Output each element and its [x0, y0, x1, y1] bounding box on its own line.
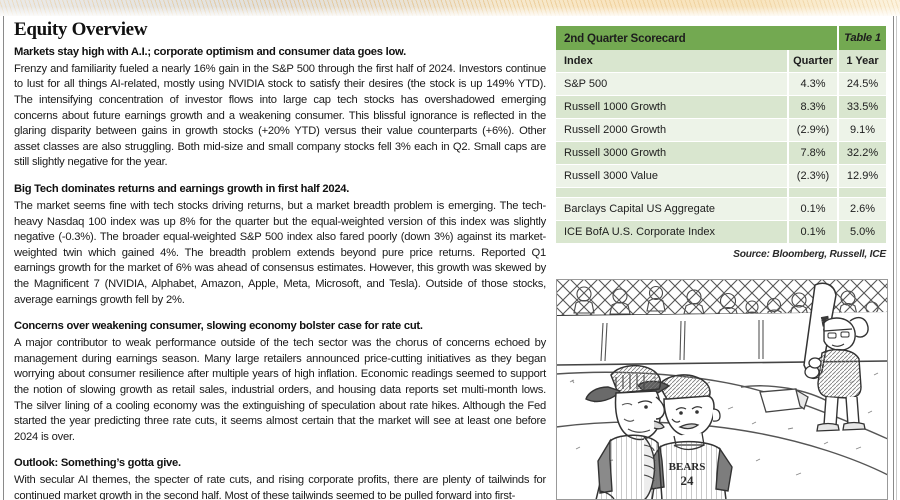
cell-quarter: 7.8%: [788, 142, 838, 165]
cell-index: Russell 3000 Growth: [556, 142, 788, 165]
section-heading: Big Tech dominates returns and earnings growth in first half 2024.: [14, 183, 350, 196]
table-row: [556, 119, 886, 142]
cell-one-year: 5.0%: [838, 221, 886, 244]
section-consumer-concerns: [14, 319, 546, 445]
section-heading: Markets stay high with A.I.; corporate optimism and consumer data goes low.: [14, 45, 406, 58]
cell-quarter: 0.1%: [788, 198, 838, 221]
table-row: [556, 165, 886, 188]
section-outlook: [14, 456, 546, 500]
cell-quarter: (2.9%): [788, 119, 838, 142]
column-header-index: Index: [556, 50, 788, 73]
page-border-right: [893, 16, 894, 500]
section-heading: Outlook: Something’s gotta give.: [14, 457, 181, 470]
table-source-note: Source: Bloomberg, Russell, ICE: [733, 249, 886, 260]
table-row: [556, 142, 886, 165]
cartoon-svg: [556, 279, 888, 500]
table-title-row: [556, 26, 886, 50]
section-body: The market seems fine with tech stocks driving returns, but a market breadth problem is emerging. The tech-heavy Nasdaq 100 index was up 8% for the quarter but the equal-weighted version of this index was slightly negative (-0.3%). The broader equal-weighted S&P 500 index also fared poorly (down 3%) against its market-weighted twin which gained 4%. The breadth problem extends beyond pure price returns. Reported Q1 earnings growth for the market of 6% was ahead of consensus estimates. However, this growth was skewed by the Magnificent 7 (NVIDIA, Alphabet, Amazon, Apple, Meta, Microsoft, and Tesla). Outside of those stocks, average earnings growth fell by 2%.: [14, 200, 546, 306]
cell-quarter: 4.3%: [788, 73, 838, 96]
page-title: Equity Overview: [14, 19, 148, 40]
cell-one-year: 9.1%: [838, 119, 886, 142]
cell-index: Barclays Capital US Aggregate: [556, 198, 788, 221]
cell-index: Russell 1000 Growth: [556, 96, 788, 119]
cell-index: S&P 500: [556, 73, 788, 96]
table-spacer-row: [556, 188, 886, 198]
section-heading: Concerns over weakening consumer, slowing economy bolster case for rate cut.: [14, 320, 423, 333]
table-row: [556, 73, 886, 96]
jersey-team-name: BEARS: [668, 461, 706, 473]
cell-one-year: 24.5%: [838, 73, 886, 96]
section-big-tech: [14, 182, 546, 308]
cell-index: Russell 3000 Value: [556, 165, 788, 188]
table-row: [556, 221, 886, 244]
section-body: With secular AI themes, the specter of rate cuts, and rising corporate profits, there are plenty of tailwinds for continued market growth in the second half. Most of these tailwinds seemed to be pulled forward into first-: [14, 474, 546, 500]
section-body: A major contributor to weak performance outside of the tech sector was the chorus of concerns echoed by management during earnings season. Many large retailers announced price-cutting initiatives as they began worrying about consumer resilience after multiple years of high inflation. Economic readings seemed to support the notion of slowing growth as retail sales, industrial orders, and housing data reports set multi-month lows. The silver lining of a cooling economy was the extinguishing of speculation about rate hikes. Although the Fed started the year predicting three rate cuts, it seems almost certain that the market will see at least one before 2024 is over.: [14, 337, 546, 443]
section-markets: [14, 45, 546, 171]
cell-one-year: 12.9%: [838, 165, 886, 188]
cell-quarter: (2.3%): [788, 165, 838, 188]
cartoon-illustration: [556, 279, 888, 500]
home-plate: [760, 389, 808, 412]
table-header-row: [556, 50, 886, 73]
cell-quarter: 0.1%: [788, 221, 838, 244]
cell-one-year: 32.2%: [838, 142, 886, 165]
column-header-quarter: Quarter: [788, 50, 838, 73]
page-border-left: [3, 16, 4, 500]
header-banner-fade: [0, 0, 900, 16]
cell-index: ICE BofA U.S. Corporate Index: [556, 221, 788, 244]
table-label: Table 1: [838, 26, 886, 50]
chain-link-fence: [556, 279, 888, 317]
jersey-number: 24: [680, 473, 694, 488]
cell-index: Russell 2000 Growth: [556, 119, 788, 142]
table-title: 2nd Quarter Scorecard: [556, 26, 838, 50]
page-border-right-outer: [896, 16, 897, 500]
table-row: [556, 198, 886, 221]
cell-one-year: 33.5%: [838, 96, 886, 119]
article-column: [14, 20, 546, 500]
section-body: Frenzy and familiarity fueled a nearly 16% gain in the S&P 500 through the first half of 2024. Investors continue to lust for all things AI-related, mostly using NVIDIA stock to satisfy their desires (the stock is up 149% YTD). The intensifying concentration of investor flows into large cap tech stocks has overshadowed emerging concerns about future earnings growth and a weakening consumer. This blissful ignorance is reflected in the glaring disparity between gains in growth stocks (+20% YTD) versus their value counterparts (+6%). Other asset classes are also struggling. Both mid-size and small company stocks fell 3% each in Q2. Small caps are still slightly negative for the year.: [14, 62, 546, 169]
cell-quarter: 8.3%: [788, 96, 838, 119]
column-header-one-year: 1 Year: [838, 50, 886, 73]
table-row: [556, 96, 886, 119]
scorecard-table: [556, 26, 886, 244]
cell-one-year: 2.6%: [838, 198, 886, 221]
sidebar-column: [556, 26, 886, 260]
